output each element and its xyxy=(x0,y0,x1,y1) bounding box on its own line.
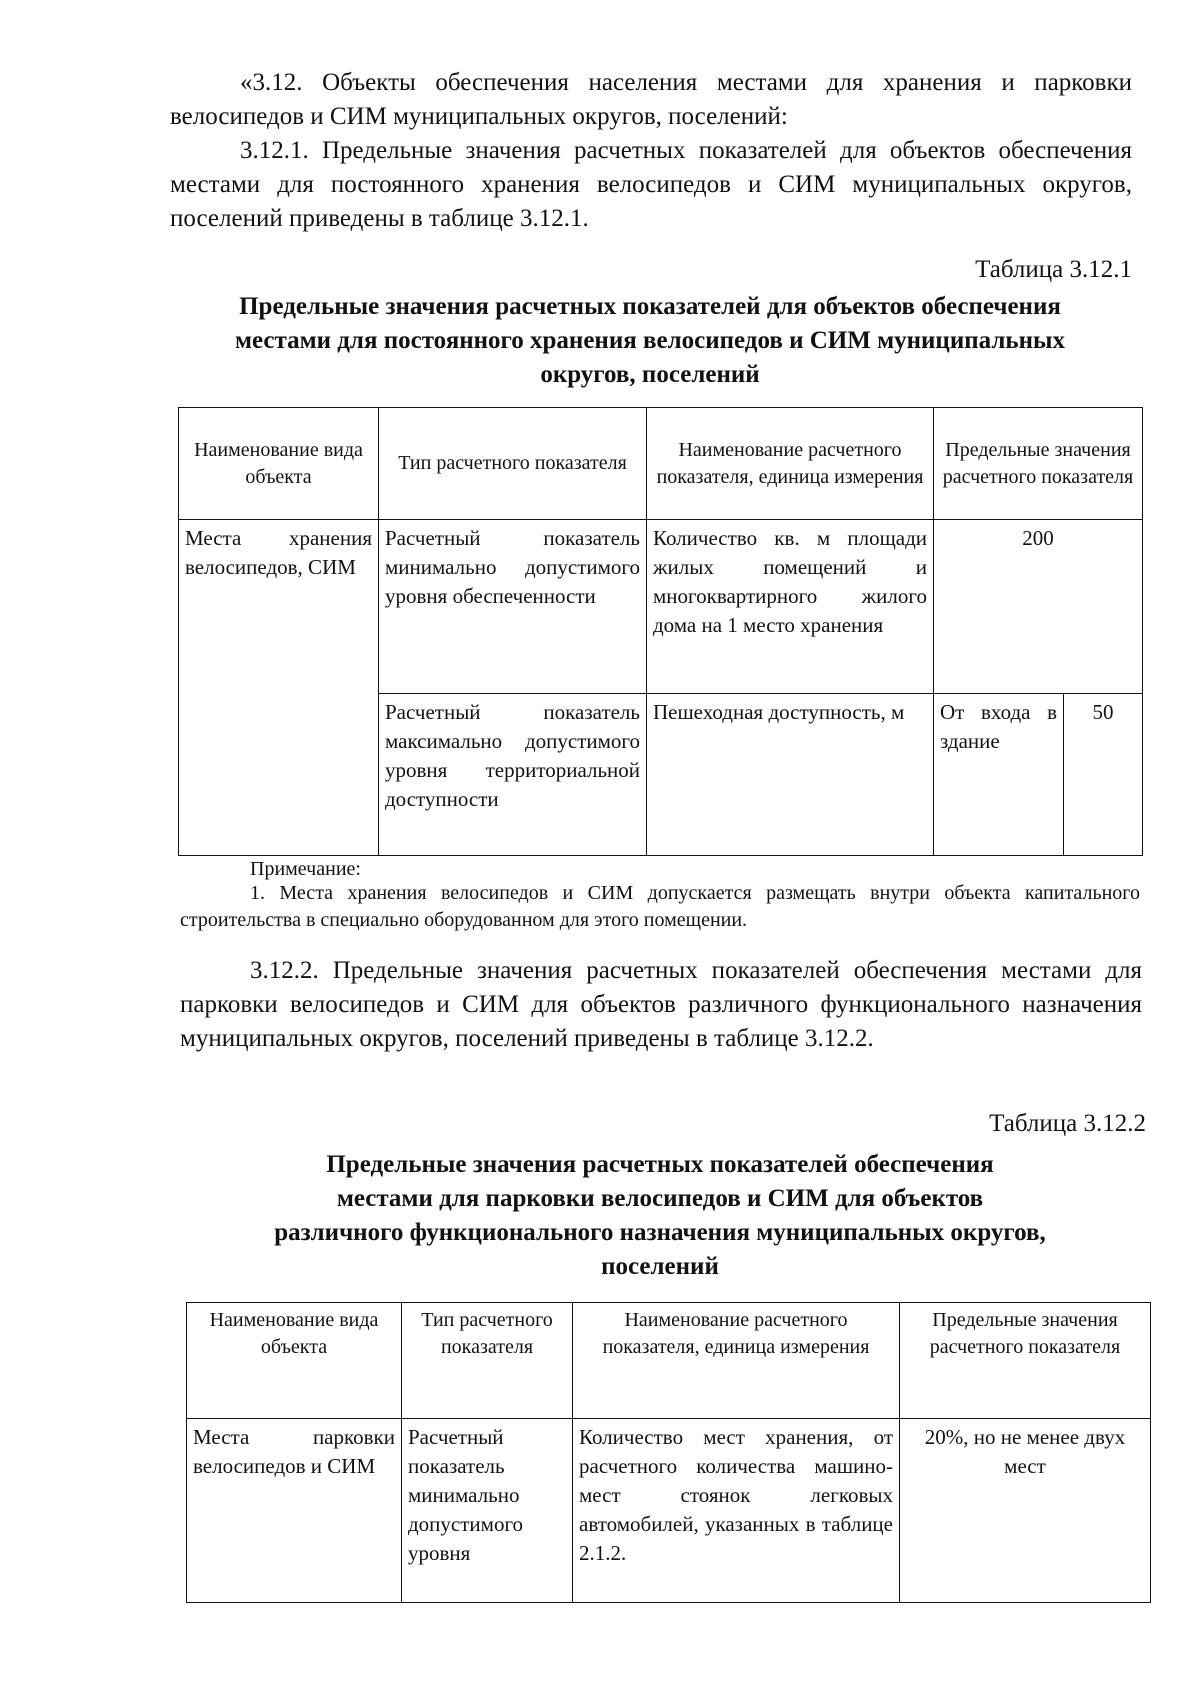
value-cell: 20%, но не менее двух мест xyxy=(900,1419,1151,1603)
title-line: местами для постоянного хранения велосипедов и СИМ муниципальных xyxy=(234,327,1066,354)
object-cell: Места парковки велосипедов и СИМ xyxy=(187,1419,402,1603)
table-caption: Таблица 3.12.2 xyxy=(989,1110,1146,1137)
paragraph-3-12-1: 3.12.1. Предельные значения расчетных показателей для объектов обеспечения местами для постоянного хранения велосипедов и СИМ муниципальных округов, поселений приведены в таблице 3.12.1. xyxy=(170,137,1132,232)
header-cell: Наименование расчетного показателя, единица измерения xyxy=(647,408,934,520)
table-title xyxy=(150,290,1150,392)
table-header-row xyxy=(179,408,1143,520)
note-text: 1. Места хранения велосипедов и СИМ допускается размещать внутри объекта капитального строительства в специально оборудованном для этого помещении. xyxy=(180,882,1140,931)
title-line: Предельные значения расчетных показателей для объектов обеспечения xyxy=(239,293,1061,320)
type-cell: Расчетный показатель минимально допустимого уровня обеспеченности xyxy=(379,520,647,694)
table-caption: Таблица 3.12.1 xyxy=(975,256,1132,283)
value-cell: 200 xyxy=(934,520,1143,694)
note-label: Примечание: xyxy=(250,858,361,880)
header-cell: Наименование вида объекта xyxy=(187,1303,402,1419)
table-title xyxy=(160,1148,1160,1284)
table-row xyxy=(187,1419,1151,1603)
paragraph-3-12-2: 3.12.2. Предельные значения расчетных показателей обеспечения местами для парковки велосипедов и СИМ для объектов различного функционального назначения муниципальных округов, поселений приведены в таблице 3.12.2. xyxy=(180,957,1142,1052)
header-cell: Наименование вида объекта xyxy=(179,408,379,520)
table-header-row xyxy=(187,1303,1151,1419)
table-3-12-1 xyxy=(178,407,1143,856)
section-heading: «3.12. Объекты обеспечения населения местами для хранения и парковки велосипедов и СИМ муниципальных округов, поселений: xyxy=(170,69,1132,130)
title-line: местами для парковки велосипедов и СИМ для объектов xyxy=(336,1185,984,1212)
title-line: округов, поселений xyxy=(540,361,760,388)
title-line: поселений xyxy=(601,1253,719,1280)
header-cell: Предельные значения расчетного показателя xyxy=(900,1303,1151,1419)
title-line: Предельные значения расчетных показателей обеспечения xyxy=(326,1151,994,1178)
name-cell: Пешеходная доступность, м xyxy=(647,694,934,856)
header-cell: Тип расчетного показателя xyxy=(402,1303,573,1419)
name-cell: Количество кв. м площади жилых помещений и многоквартирного жилого дома на 1 место хранения xyxy=(647,520,934,694)
header-cell: Предельные значения расчетного показателя xyxy=(934,408,1143,520)
type-cell: Расчетный показатель минимально допустимого уровня xyxy=(402,1419,573,1603)
table-row xyxy=(179,520,1143,694)
value-cell: 50 xyxy=(1064,694,1143,856)
object-cell: Места хранения велосипедов, СИМ xyxy=(179,520,379,856)
table-3-12-2 xyxy=(186,1302,1151,1603)
type-cell: Расчетный показатель максимально допустимого уровня территориальной доступности xyxy=(379,694,647,856)
sub-cell: От входа в здание xyxy=(934,694,1064,856)
header-cell: Тип расчетного показателя xyxy=(379,408,647,520)
name-cell: Количество мест хранения, от расчетного количества машино-мест стоянок легковых автомобилей, указанных в таблице 2.1.2. xyxy=(573,1419,900,1603)
title-line: различного функционального назначения муниципальных округов, xyxy=(274,1219,1046,1246)
header-cell: Наименование расчетного показателя, единица измерения xyxy=(573,1303,900,1419)
